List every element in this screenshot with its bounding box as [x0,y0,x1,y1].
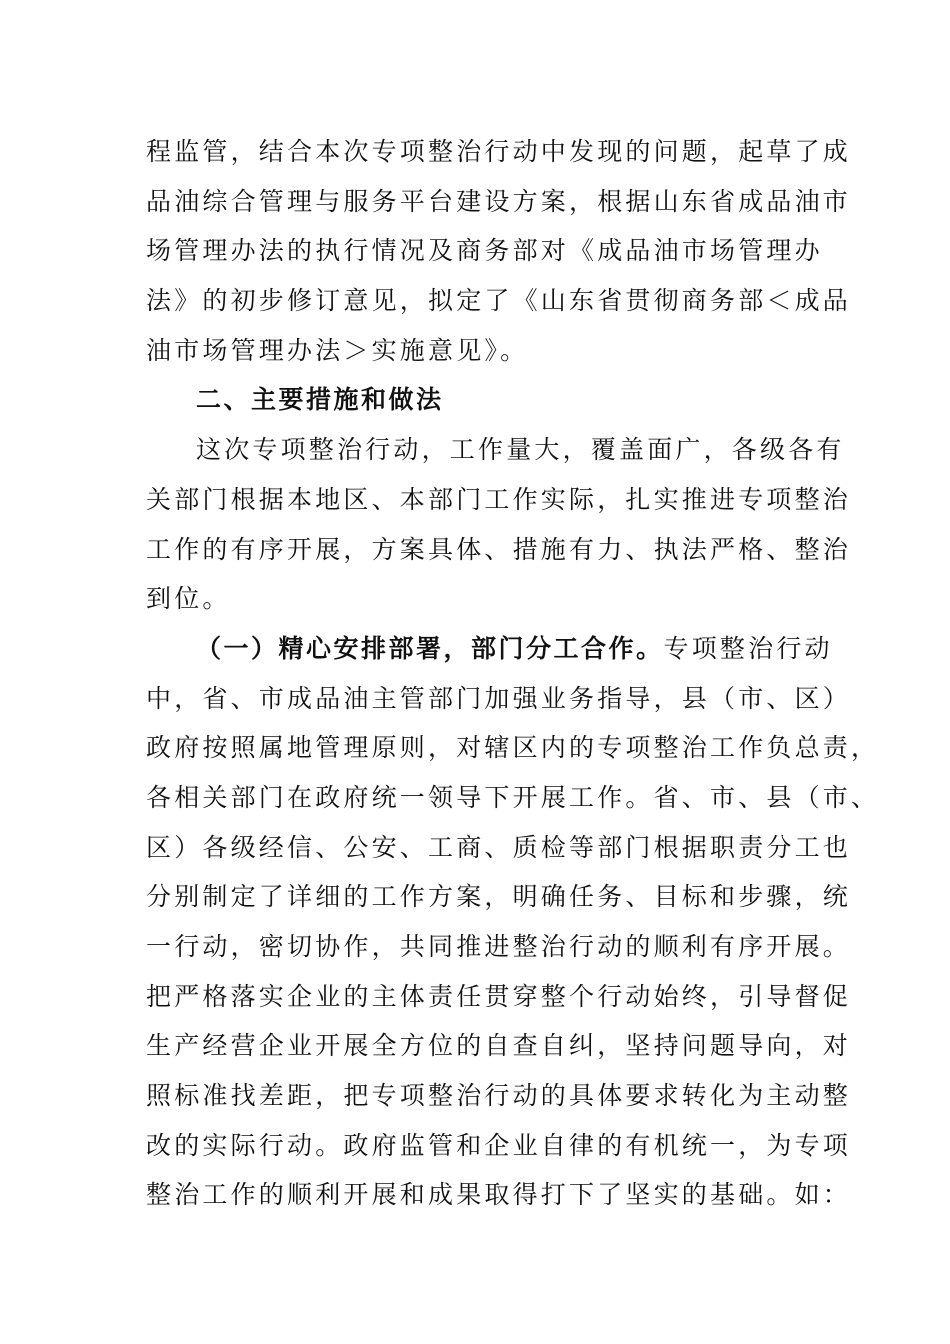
intro-line: 法》的初步修订意见，拟定了《山东省贯彻商务部＜成品 [146,286,852,316]
subsection-line: 生产经营企业开展全方位的自查自纠，坚持问题导向，对 [146,1031,852,1061]
intro-line: 程监管，结合本次专项整治行动中发现的问题，起草了成 [146,137,852,166]
section-paragraph-line: 到位。 [146,584,231,614]
section-heading: 二、主要措施和做法 [196,385,444,415]
subsection-first-line-rest: 专项整治行动 [663,633,833,663]
subsection-line: 改的实际行动。政府监管和企业自律的有机统一，为专项 [146,1130,852,1160]
subsection-line: 照标准找差距，把专项整治行动的具体要求转化为主动整 [146,1081,852,1111]
section-paragraph-line: 工作的有序开展，方案具体、措施有力、执法严格、整治 [146,534,852,564]
subsection-line: 区）各级经信、公安、工商、质检等部门根据职责分工也 [146,832,852,862]
subsection-line: 整治工作的顺利开展和成果取得打下了坚实的基础。如： [146,1180,852,1210]
document-body [146,127,880,1220]
subsection-line: 一行动，密切协作，共同推进整治行动的顺利有序开展。 [146,932,852,961]
section-paragraph-line: 这次专项整治行动，工作量大，覆盖面广，各级各有 [196,435,845,465]
subsection-line: 把严格落实企业的主体责任贯穿整个行动始终，引导督促 [146,981,852,1011]
intro-line: 油市场管理办法＞实施意见》。 [146,335,529,365]
intro-line: 场管理办法的执行情况及商务部对《成品油市场管理办 [146,236,823,266]
intro-line: 品油综合管理与服务平台建设方案，根据山东省成品油市 [146,186,852,216]
subsection-heading: （一）精心安排部署，部门分工合作。 [196,633,664,663]
subsection-line: 中，省、市成品油主管部门加强业务指导，县（市、区） [146,683,852,713]
subsection-line: 政府按照属地管理原则，对辖区内的专项整治工作负总责， [146,733,880,763]
section-paragraph-line: 关部门根据本地区、本部门工作实际，扎实推进专项整治 [146,484,852,514]
subsection-line: 各相关部门在政府统一领导下开展工作。省、市、县（市、 [146,782,880,812]
subsection-first-line [146,624,833,674]
subsection-line: 分别制定了详细的工作方案，明确任务、目标和步骤，统 [146,882,852,912]
